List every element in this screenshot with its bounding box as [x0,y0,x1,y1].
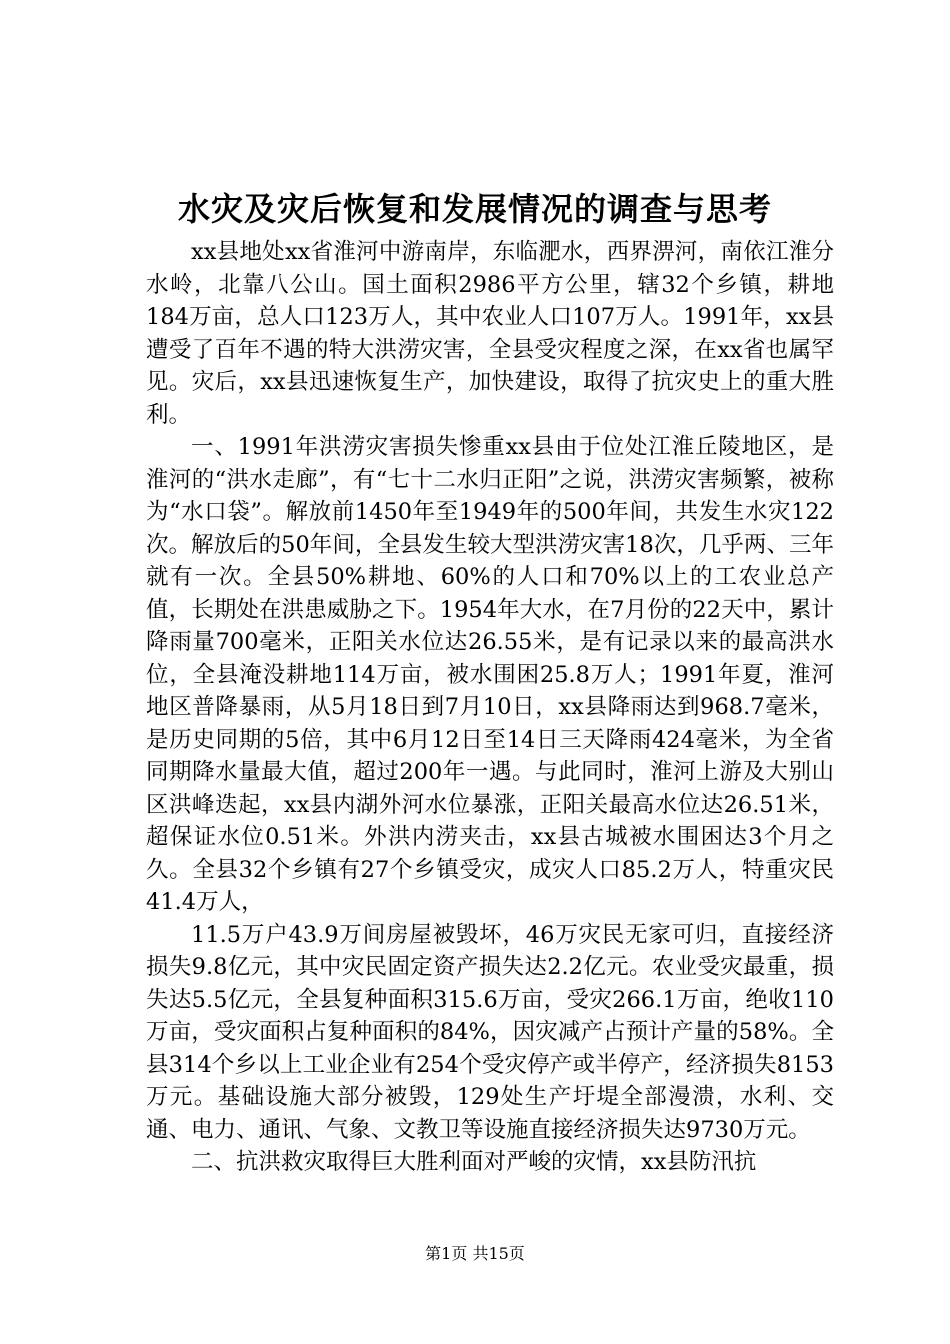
body-paragraph-intro: xx县地处xx省淮河中游南岸，东临淝水，西界淠河，南依江淮分水岭，北靠八公山。国土面积2986平方公里，辖32个乡镇，耕地184万亩，总人口123万人，其中农业人口107万人。1991年，xx县遭受了百年不遇的特大洪涝灾害，全县受灾程度之深，在xx省也属罕见。灾后，xx县迅速恢复生产，加快建设，取得了抗灾史上的重大胜利。 [146,239,834,428]
page-number-footer: 第1页 共15页 [425,1244,525,1263]
body-paragraph-losses: 11.5万户43.9万间房屋被毁坏，46万灾民无家可归，直接经济损失9.8亿元，其中灾民固定资产损失达2.2亿元。农业受灾最重，损失达5.5亿元，全县复种面积315.6万亩，受灾266.1万亩，绝收110万亩，受灾面积占复种面积的84%，因灾减产占预计产量的58%。全县314个乡以上工业企业有254个受灾停产或半停产，经济损失8153万元。基础设施大部分被毁，129处生产圩堤全部漫溃，水利、交通、电力、通讯、气象、文教卫等设施直接经济损失达9730万元。 [146,921,834,1143]
body-paragraph-section-two: 二、抗洪救灾取得巨大胜利面对严峻的灾情，xx县防汛抗 [191,1149,757,1175]
document-title: 水灾及灾后恢复和发展情况的调查与思考 [177,190,772,228]
document-body [146,236,834,1179]
body-paragraph-section-one: 一、1991年洪涝灾害损失惨重xx县由于位处江淮丘陵地区，是淮河的“洪水走廊”，有“七十二水归正阳”之说，洪涝灾害频繁，被称为“水口袋”。解放前1450年至1949年的500年间，共发生水灾122次。解放后的50年间，全县发生较大型洪涝灾害18次，几乎两、三年就有一次。全县50%耕地、60%的人口和70%以上的工农业总产值，长期处在洪患威胁之下。1954年大水，在7月份的22天中，累计降雨量700毫米，正阳关水位达26.55米，是有记录以来的最高洪水位，全县淹没耕地114万亩，被水围困25.8万人；1991年夏，淮河地区普降暴雨，从5月18日到7月10日，xx县降雨达到968.7毫米，是历史同期的5倍，其中6月12日至14日三天降雨424毫米，为全省同期降水量最大值，超过200年一遇。与此同时，淮河上游及大别山区洪峰迭起，xx县内湖外河水位暴涨，正阳关最高水位达26.51米，超保证水位0.51米。外洪内涝夹击，xx县古城被水围困达3个月之久。全县32个乡镇有27个乡镇受灾，成灾人口85.2万人，特重灾民41.4万人， [146,434,834,915]
